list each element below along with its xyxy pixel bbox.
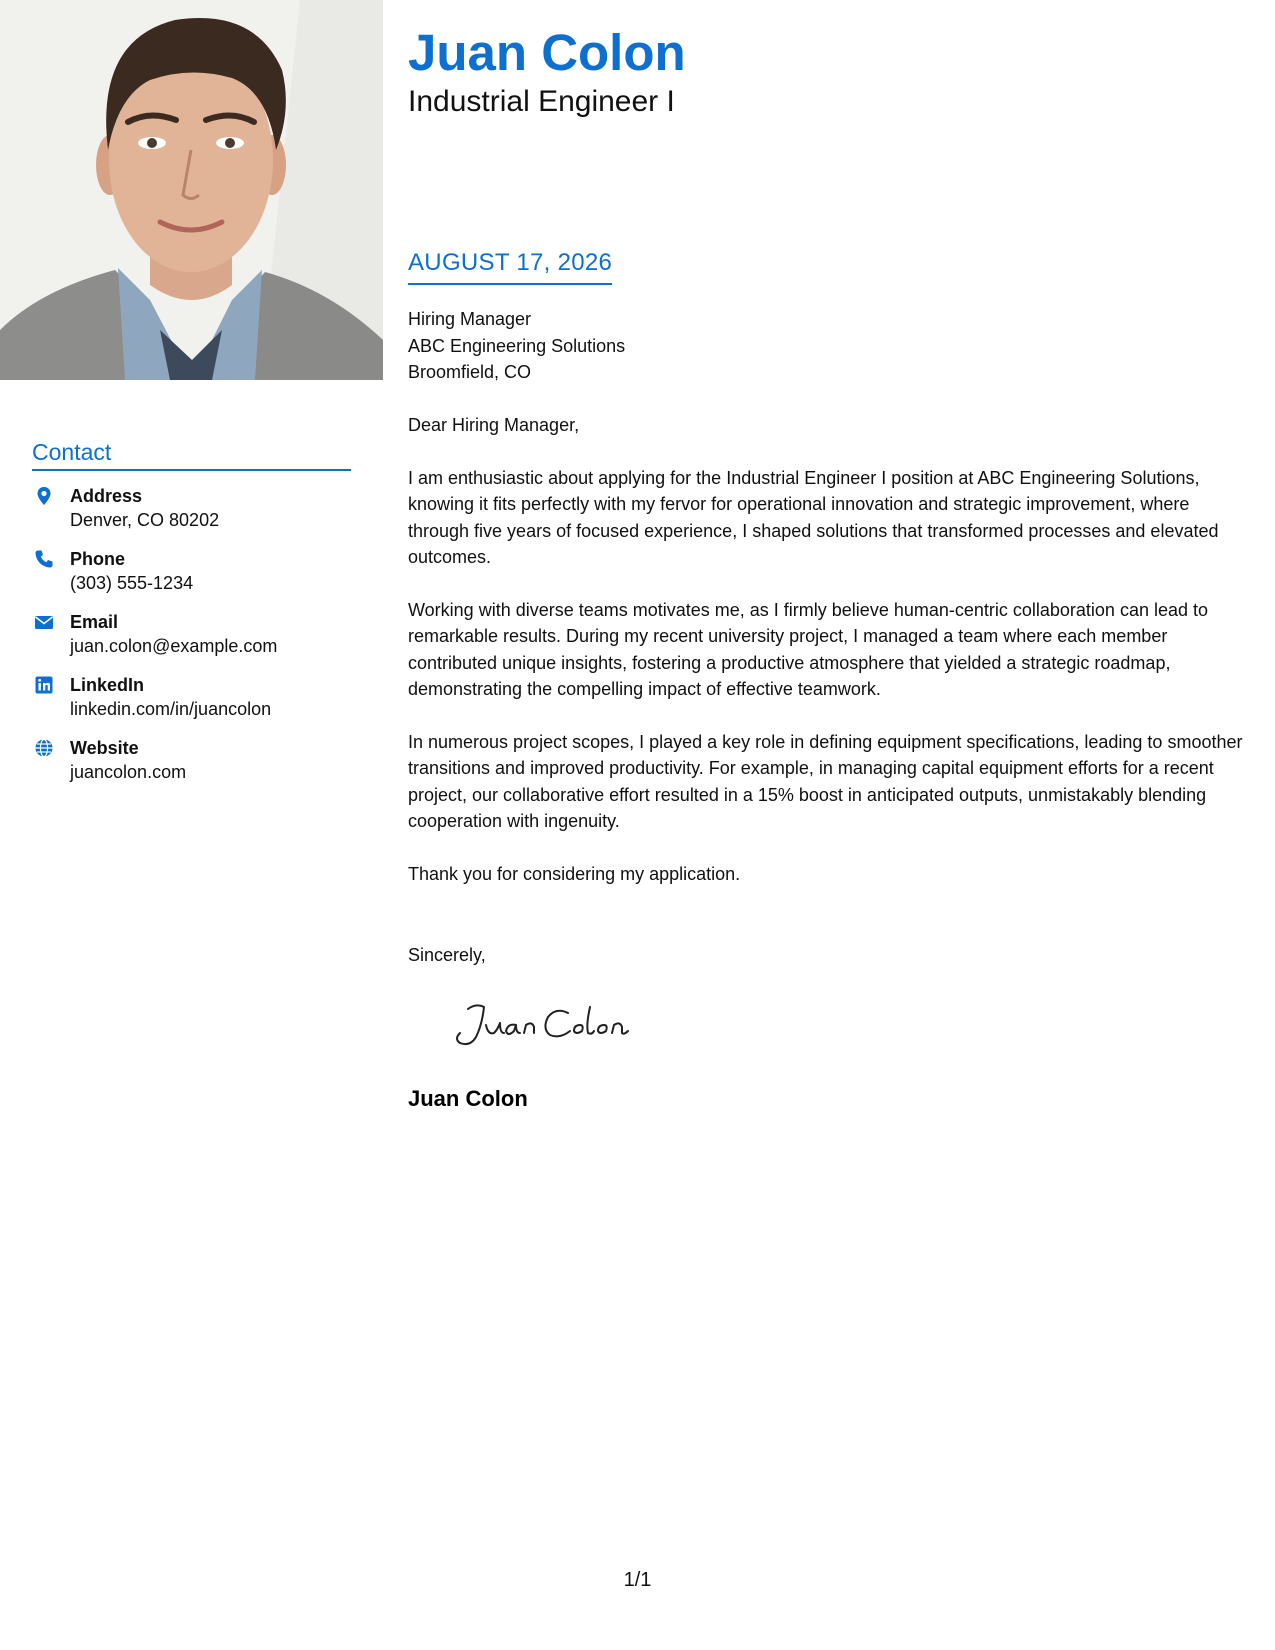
closing: Sincerely,: [408, 945, 486, 965]
contact-value[interactable]: juan.colon@example.com: [70, 636, 278, 656]
signer-name: Juan Colon: [408, 1086, 528, 1111]
letter-header: [408, 22, 686, 120]
contact-label: Address: [70, 486, 143, 506]
contact-label: Website: [70, 738, 139, 758]
recipient-line: Broomfield, CO: [408, 362, 532, 382]
contact-sidebar: [32, 436, 351, 799]
contact-value[interactable]: linkedin.com/in/juancolon: [70, 699, 272, 719]
phone-icon: [34, 549, 54, 569]
contact-value[interactable]: juancolon.com: [70, 762, 187, 782]
body-paragraph: In numerous project scopes, I played a key role in defining equipment specifications, leading to smoother transitions and improved productivity. For example, in managing capital equipment efforts for a recent project, our collaborative effort resulted in a 15% boost in anticipated outputs, unmistakably blending cooperation with ingenuity.: [408, 731, 1243, 832]
recipient-line: Hiring Manager: [408, 309, 532, 329]
body-paragraph: Thank you for considering my application.: [408, 863, 741, 884]
recipient-block: [408, 306, 625, 386]
contact-phone: [32, 547, 351, 610]
applicant-title: Industrial Engineer I: [408, 85, 675, 118]
profile-photo: [0, 0, 383, 380]
contact-label: LinkedIn: [70, 675, 145, 695]
greeting: Dear Hiring Manager,: [408, 415, 580, 435]
envelope-icon: [34, 612, 54, 632]
map-pin-icon: [34, 486, 54, 506]
contact-linkedin: [32, 673, 351, 736]
applicant-name: Juan Colon: [408, 24, 686, 81]
contact-address: [32, 484, 351, 547]
contact-website: [32, 736, 351, 799]
body-paragraph: I am enthusiastic about applying for the Industrial Engineer I position at ABC Engineering Solutions, knowing it fits perfectly with my fervor for operational innovation and strategic improvement, where through five years of focused experience, I shaped solutions that transformed processes and elevated outcomes.: [408, 467, 1219, 568]
contact-label: Phone: [70, 549, 126, 569]
contact-value: Denver, CO 80202: [70, 510, 220, 530]
contact-heading: Contact: [32, 436, 351, 471]
contact-value: (303) 555-1234: [70, 573, 194, 593]
letter-body: [408, 412, 1254, 887]
recipient-line: ABC Engineering Solutions: [408, 335, 626, 356]
linkedin-icon: [34, 675, 54, 695]
globe-icon: [34, 738, 54, 758]
letter-date: AUGUST 17, 2026: [408, 247, 612, 285]
body-paragraph: Working with diverse teams motivates me, as I firmly believe human-centric collaboration can lead to remarkable results. During my recent university project, I managed a team where each member contributed unique insights, fostering a productive atmosphere that yielded a strategic roadmap, demonstrating the compelling impact of effective teamwork.: [408, 599, 1209, 700]
contact-email: [32, 610, 351, 673]
page-number: 1/1: [623, 1569, 652, 1591]
contact-label: Email: [70, 612, 119, 632]
handwritten-signature: [446, 995, 656, 1055]
